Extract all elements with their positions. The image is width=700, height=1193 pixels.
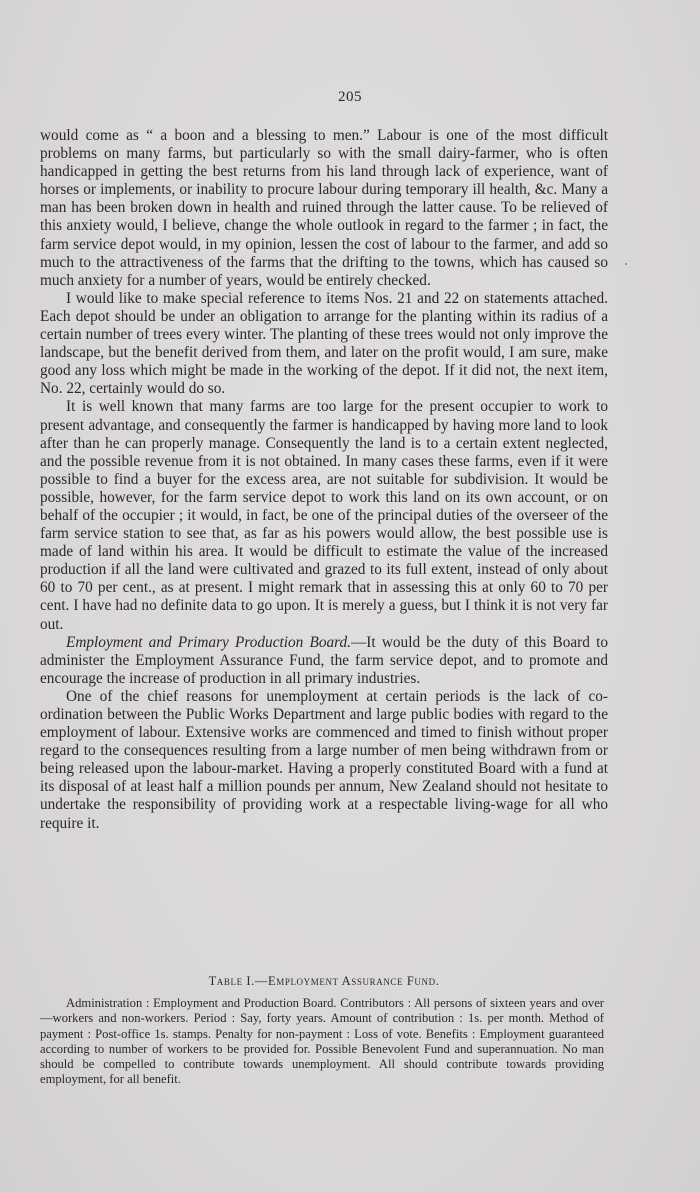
paragraph-4: [40, 634, 608, 688]
paragraph-5: One of the chief reasons for unemployment at certain periods is the lack of co-ordination between the Public Works Department and large public bodies with regard to the employment of labour. Extensive works are commenced and timed to finish without proper regard to the consequences resulting from a large number of men being withdrawn from or being released upon the labour-market. Having a properly constituted Board with a fund at its disposal of at least half a million pounds per annum, New Zealand should not hesitate to undertake the responsibility of providing work at a respectable living-wage for all who require it.: [40, 687, 608, 832]
table-text: Administration : Employment and Production Board. Contributors : All persons of sixteen years and over—workers and non-workers. Period : Say, forty years. Amount of contribution : 1s. per month. Method of payment : Post-office 1s. stamps. Penalty for non-payment : Loss of vote. Benefits : Employment guaranteed according to number of workers to be provided for. Possible Benevolent Fund and superannuation. No man should be compelled to contribute towards unemployment. All should contribute towards providing employment, for all benefit.: [40, 996, 604, 1087]
paragraph-4-text: —It would be the duty of this Board to administer the Employment Assurance Fund, the farm service depot, and to promote and encourage the increase of production in all primary industries.: [40, 633, 608, 687]
paragraph-1: would come as “ a boon and a blessing to men.” Labour is one of the most difficult problems on many farms, but particularly so with the small dairy-farmer, who is often handicapped in getting the best returns from his land through lack of experience, want of horses or implements, or inability to procure labour during temporary ill health, &c. Many a man has been broken down in health and ruined through the latter cause. To be relieved of this anxiety would, I believe, change the whole outlook in regard to the farmer ; in fact, the farm service depot would, in my opinion, lessen the cost of labour to the farmer, and add so much to the attractiveness of the farms that the drifting to the towns, which has caused so much anxiety for a number of years, would be entirely checked.: [40, 127, 608, 289]
paragraph-3: It is well known that many farms are too large for the present occupier to work to present advantage, and consequently the farmer is handicapped by having more land to look after than he can properly manage. Consequently the land is to a certain extent neglected, and the possible revenue from it is not obtained. In many cases these farms, even if it were possible to find a buyer for the excess area, are not suitable for subdivision. It would be possible, however, for the farm service depot to work this land on its own account, or on behalf of the occupier ; it would, in fact, be one of the principal duties of the overseer of the farm service station to see that, as far as his powers would allow, the best possible use is made of land within his area. It would be difficult to estimate the value of the increased production if all the land were cultivated and grazed to its full extent, instead of only about 60 to 70 per cent., as at present. I might remark that in assessing this at only 60 to 70 per cent. I have had no definite data to go upon. It is merely a guess, but I think it is not very far out.: [40, 398, 608, 633]
body-text: [40, 127, 608, 833]
table-heading: Table I.—Employment Assurance Fund.: [208, 974, 440, 988]
paragraph-2: I would like to make special reference to items Nos. 21 and 22 on statements attached. Each depot should be under an obligation to arrange for the planting within its radius of a certain number of trees every winter. The planting of these trees would not only improve the landscape, but the benefit derived from them, and later on the profit would, I am sure, make good any loss which might be made in the working of the depot. If it did not, the next item, No. 22, certainly would do so.: [40, 289, 608, 398]
paper-speck: [625, 263, 627, 265]
page-number: 205: [338, 89, 362, 105]
paragraph-4-run-in-heading: Employment and Primary Production Board.: [66, 633, 351, 651]
